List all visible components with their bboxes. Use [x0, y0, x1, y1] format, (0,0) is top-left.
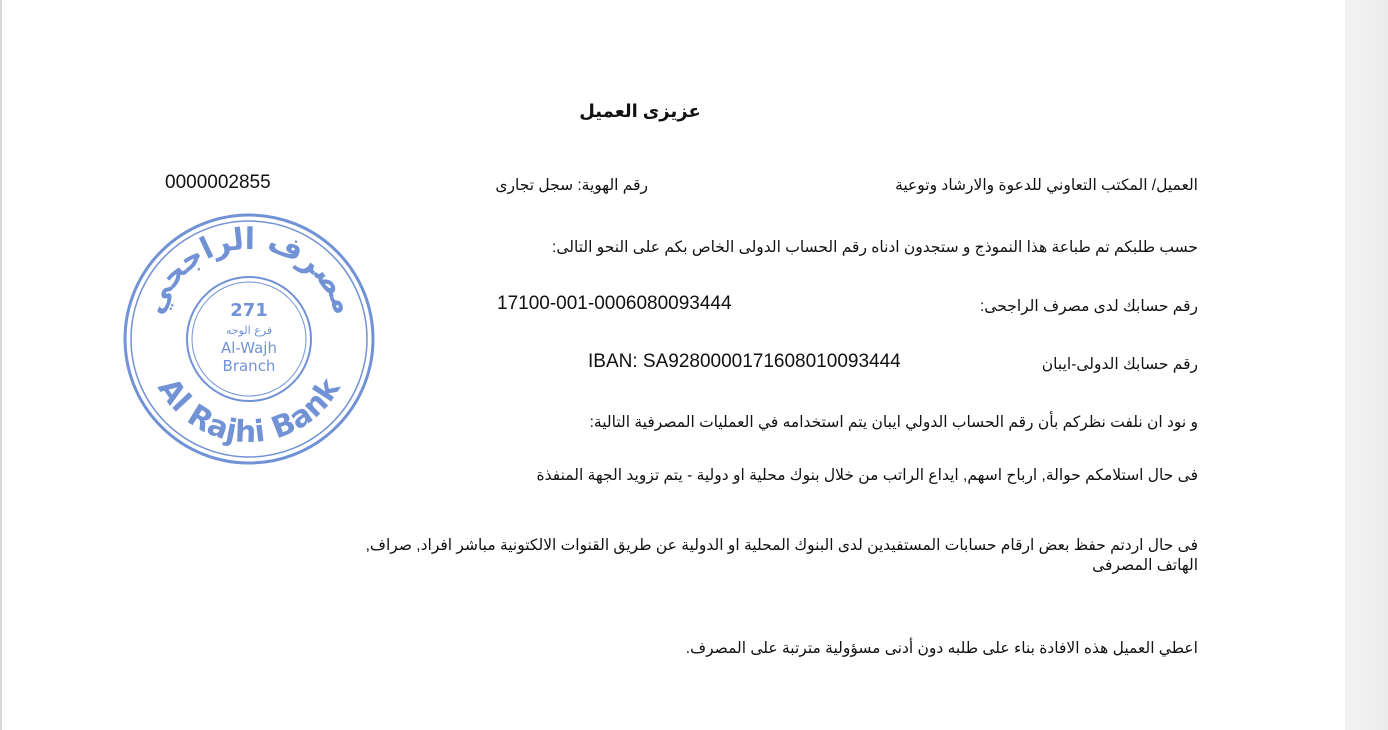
intro-text: حسب طلبكم تم طباعة هذا النموذج و ستجدون ادناه رقم الحساب الدولى الخاص بكم على النحو التالى:	[552, 239, 1198, 256]
stamp-branch-number: 271	[230, 300, 268, 321]
customer-name-line: العميل/ المكتب التعاوني للدعوة والارشاد وتوعية	[895, 177, 1198, 194]
use-case-beneficiaries-line1: فى حال اردتم حفظ بعض ارقام حسابات المستفيدين لدى البنوك المحلية او الدولية عن طريق القنوات الالكتونية مباشر افراد, صراف,	[365, 537, 1198, 554]
stamp-branch-english-1: Al-Wajh	[221, 339, 277, 357]
id-type-label: رقم الهوية: سجل تجارى	[495, 177, 648, 194]
stamp-english-name: Al Rajhi Bank	[150, 371, 348, 451]
use-case-transfers: فى حال استلامكم حوالة, ارباح اسهم, ايداع الراتب من خلال بنوك محلية او دولية - يتم تزويد الجهة المنفذة	[536, 467, 1198, 484]
iban-usage-notice: و نود ان نلفت نظركم بأن رقم الحساب الدولي ايبان يتم استخدامه في العمليات المصرفية التالية:	[589, 414, 1198, 431]
bank-stamp	[118, 208, 380, 470]
scan-edge-right	[1345, 0, 1388, 730]
iban-label: رقم حسابك الدولى-ايبان	[1041, 356, 1198, 373]
account-number-label: رقم حسابك لدى مصرف الراجحى:	[980, 298, 1198, 315]
stamp-branch-arabic: فرع الوجه	[225, 324, 273, 337]
letter-title: عزيزى العميل	[579, 101, 701, 121]
stamp-branch-english-2: Branch	[222, 357, 276, 375]
closing-statement: اعطي العميل هذه الافادة بناء على طلبه دون أدنى مسؤولية مترتبة على المصرف.	[685, 640, 1198, 657]
id-number: 0000002855	[165, 172, 271, 193]
iban-value: IBAN: SA9280000171608010093444	[588, 351, 901, 372]
use-case-beneficiaries-line2: الهاتف المصرفى	[1092, 557, 1198, 574]
account-number: 17100-001-0006080093444	[497, 293, 732, 314]
stamp-arabic-name: مصرف الراجحي	[136, 221, 362, 320]
